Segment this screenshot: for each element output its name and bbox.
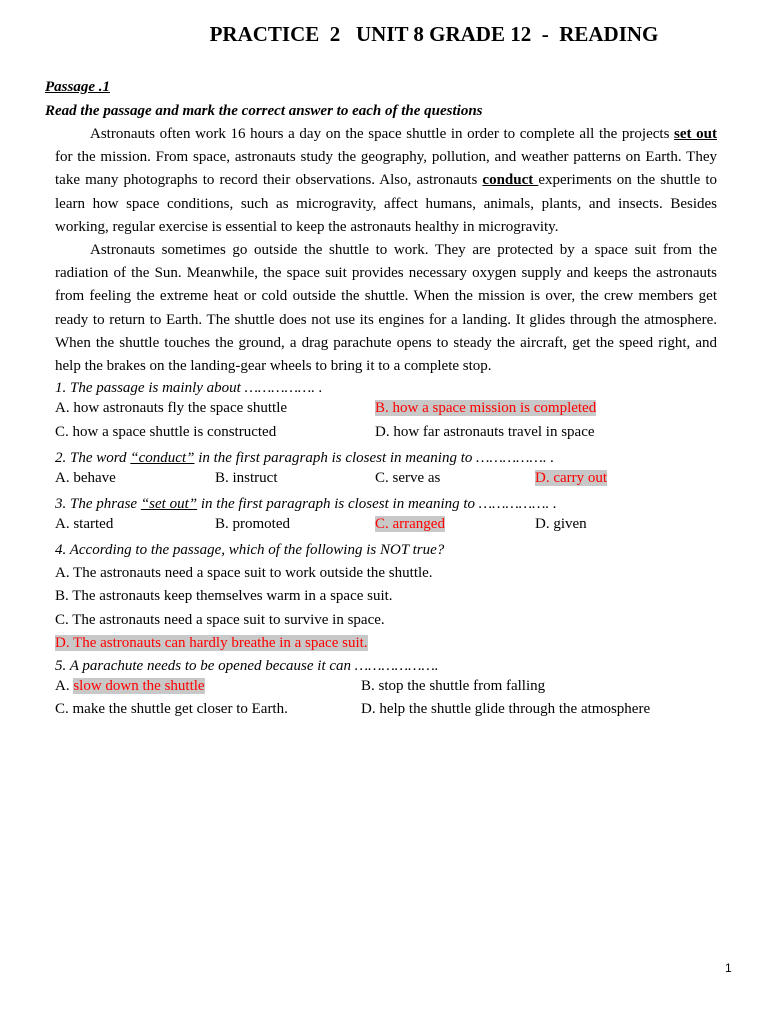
p1-text-3: experiments on the shuttle to learn how space conditions, such as microgravity, affect humans, animals, plants, and insects. Besides working, regular exercise is essential to keep the astronauts healthy in microgravity. bbox=[55, 172, 718, 235]
q2-correct-answer bbox=[535, 470, 607, 486]
passage-paragraph-1 bbox=[55, 123, 717, 239]
q4-option-d[interactable] bbox=[55, 632, 368, 655]
question-2-stem bbox=[55, 447, 554, 470]
q5-correct-answer: slow down the shuttle bbox=[73, 678, 205, 694]
q3-stem-word: “set out” bbox=[140, 496, 198, 512]
q3-stem-pre: 3. The phrase bbox=[55, 496, 141, 512]
q5-option-d[interactable]: D. help the shuttle glide through the atmosphere bbox=[361, 701, 651, 717]
q5-option-a-label: A. bbox=[55, 678, 74, 694]
q1-option-d[interactable]: D. how far astronauts travel in space bbox=[375, 424, 595, 440]
q3-stem-post: in the first paragraph is closest in meaning to ……………. . bbox=[197, 496, 557, 512]
p1-text-1: Astronauts often work 16 hours a day on the space shuttle in order to complete all the projects bbox=[90, 126, 675, 142]
q1-option-b[interactable] bbox=[375, 400, 596, 417]
q4-option-c[interactable]: C. The astronauts need a space suit to survive in space. bbox=[55, 612, 385, 628]
q2-option-d-label: D. bbox=[535, 470, 550, 486]
q1-correct-answer: B. how a space mission is completed bbox=[375, 400, 597, 416]
q2-option-d[interactable] bbox=[535, 470, 607, 487]
q2-stem-post: in the first paragraph is closest in meaning to ……………. . bbox=[194, 450, 555, 466]
q4-option-b[interactable]: B. The astronauts keep themselves warm in a space suit. bbox=[55, 588, 393, 604]
q3-correct-answer: C. arranged bbox=[375, 516, 445, 532]
q5-option-a[interactable] bbox=[55, 678, 205, 695]
passage-paragraph-2: Astronauts sometimes go outside the shuttle to work. They are protected by a space suit from the radiation of the Sun. Meanwhile, the space suit provides necessary oxygen supply and keeps the astronauts from feeling the extreme heat or cold outside the shuttle. When the mission is over, the crew members get ready to return to Earth. The shuttle does not use its engines for a landing. It glides through the atmosphere. When the shuttle touches the ground, a drag parachute opens to steady the aircraft, get the speed right, and help the brakes on the landing-gear wheels to bring it to a complete stop. bbox=[55, 242, 717, 375]
keyword-set-out: set out bbox=[674, 126, 718, 142]
question-5-stem: 5. A parachute needs to be opened because it can ………………. bbox=[55, 658, 439, 674]
q3-option-d[interactable]: D. given bbox=[535, 516, 587, 532]
q2-option-b[interactable]: B. instruct bbox=[215, 470, 278, 486]
q2-option-d-text: carry out bbox=[549, 470, 608, 486]
question-3-stem bbox=[55, 493, 557, 516]
keyword-conduct: conduct bbox=[482, 172, 539, 189]
q2-stem-pre: 2. The word bbox=[55, 450, 131, 466]
page-number: 1 bbox=[725, 961, 732, 975]
q3-option-a[interactable]: A. started bbox=[55, 516, 114, 532]
p1-text-2: for the mission. From space, astronauts study the geography, pollution, and weather patterns on Earth. They take many photographs to record their observations. Also, astronauts bbox=[55, 149, 717, 189]
passage-label: Passage .1 bbox=[45, 79, 110, 95]
question-1-stem: 1. The passage is mainly about ……………. . bbox=[55, 380, 323, 396]
q3-option-c[interactable] bbox=[375, 516, 445, 533]
q1-option-c[interactable]: C. how a space shuttle is constructed bbox=[55, 424, 277, 440]
q2-option-a[interactable]: A. behave bbox=[55, 470, 116, 486]
page-title: PRACTICE 2 UNIT 8 GRADE 12 - READING bbox=[209, 22, 659, 46]
q2-option-c[interactable]: C. serve as bbox=[375, 470, 441, 486]
q5-option-b[interactable]: B. stop the shuttle from falling bbox=[361, 678, 546, 694]
q3-option-b[interactable]: B. promoted bbox=[215, 516, 290, 532]
q4-option-a[interactable]: A. The astronauts need a space suit to work outside the shuttle. bbox=[55, 565, 433, 581]
question-4-stem: 4. According to the passage, which of the following is NOT true? bbox=[55, 542, 445, 558]
q4-correct-answer: D. The astronauts can hardly breathe in a space suit. bbox=[55, 635, 368, 651]
q2-stem-word: “conduct” bbox=[130, 450, 195, 466]
q1-option-a[interactable]: A. how astronauts fly the space shuttle bbox=[55, 400, 288, 416]
instructions: Read the passage and mark the correct answer to each of the questions bbox=[45, 103, 483, 119]
q5-option-c[interactable]: C. make the shuttle get closer to Earth. bbox=[55, 701, 288, 717]
